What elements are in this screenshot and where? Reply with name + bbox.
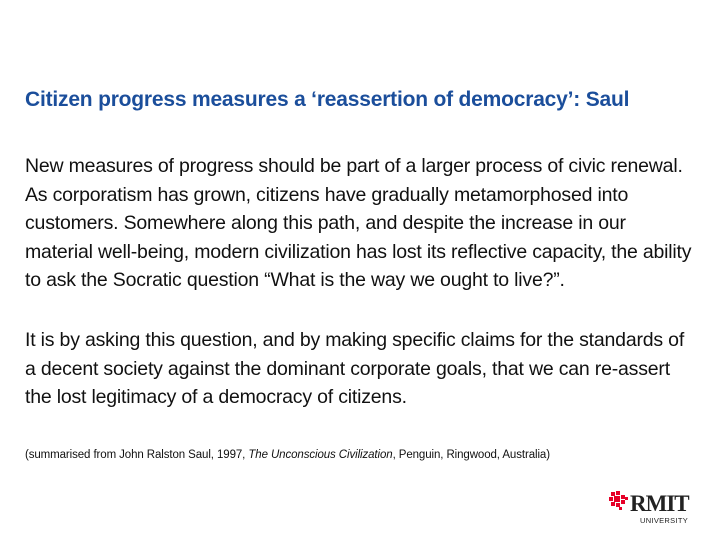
citation-book-title: The Unconscious Civilization — [248, 449, 393, 461]
rmit-university-logo — [608, 488, 708, 528]
citation — [25, 449, 705, 461]
citation-suffix: , Penguin, Ringwood, Australia) — [392, 449, 550, 461]
citation-prefix: (summarised from John Ralston Saul, 1997, — [25, 449, 249, 461]
logo-wordmark: RMIT — [630, 491, 689, 516]
slide-title: Citizen progress measures a ‘reassertion of democracy’: Saul — [25, 88, 630, 111]
paragraph-civic-renewal: New measures of progress should be part of a larger process of civic renewal. As corporatism has grown, citizens have gradually metamorphosed into customers. Somewhere along this path, and despite the increase in our material well-being, modern civilization has lost its reflective capacity, the ability to ask the Socratic question “What is the way we ought to live?”. — [25, 155, 692, 291]
paragraph-democracy: It is by asking this question, and by making specific claims for the standards of a decent society against the dominant corporate goals, that we can re-assert the lost legitimacy of a democracy of citizens. — [25, 329, 685, 408]
logo-subtext: UNIVERSITY — [640, 516, 689, 525]
rmit-pixel-mark-icon — [609, 491, 628, 510]
